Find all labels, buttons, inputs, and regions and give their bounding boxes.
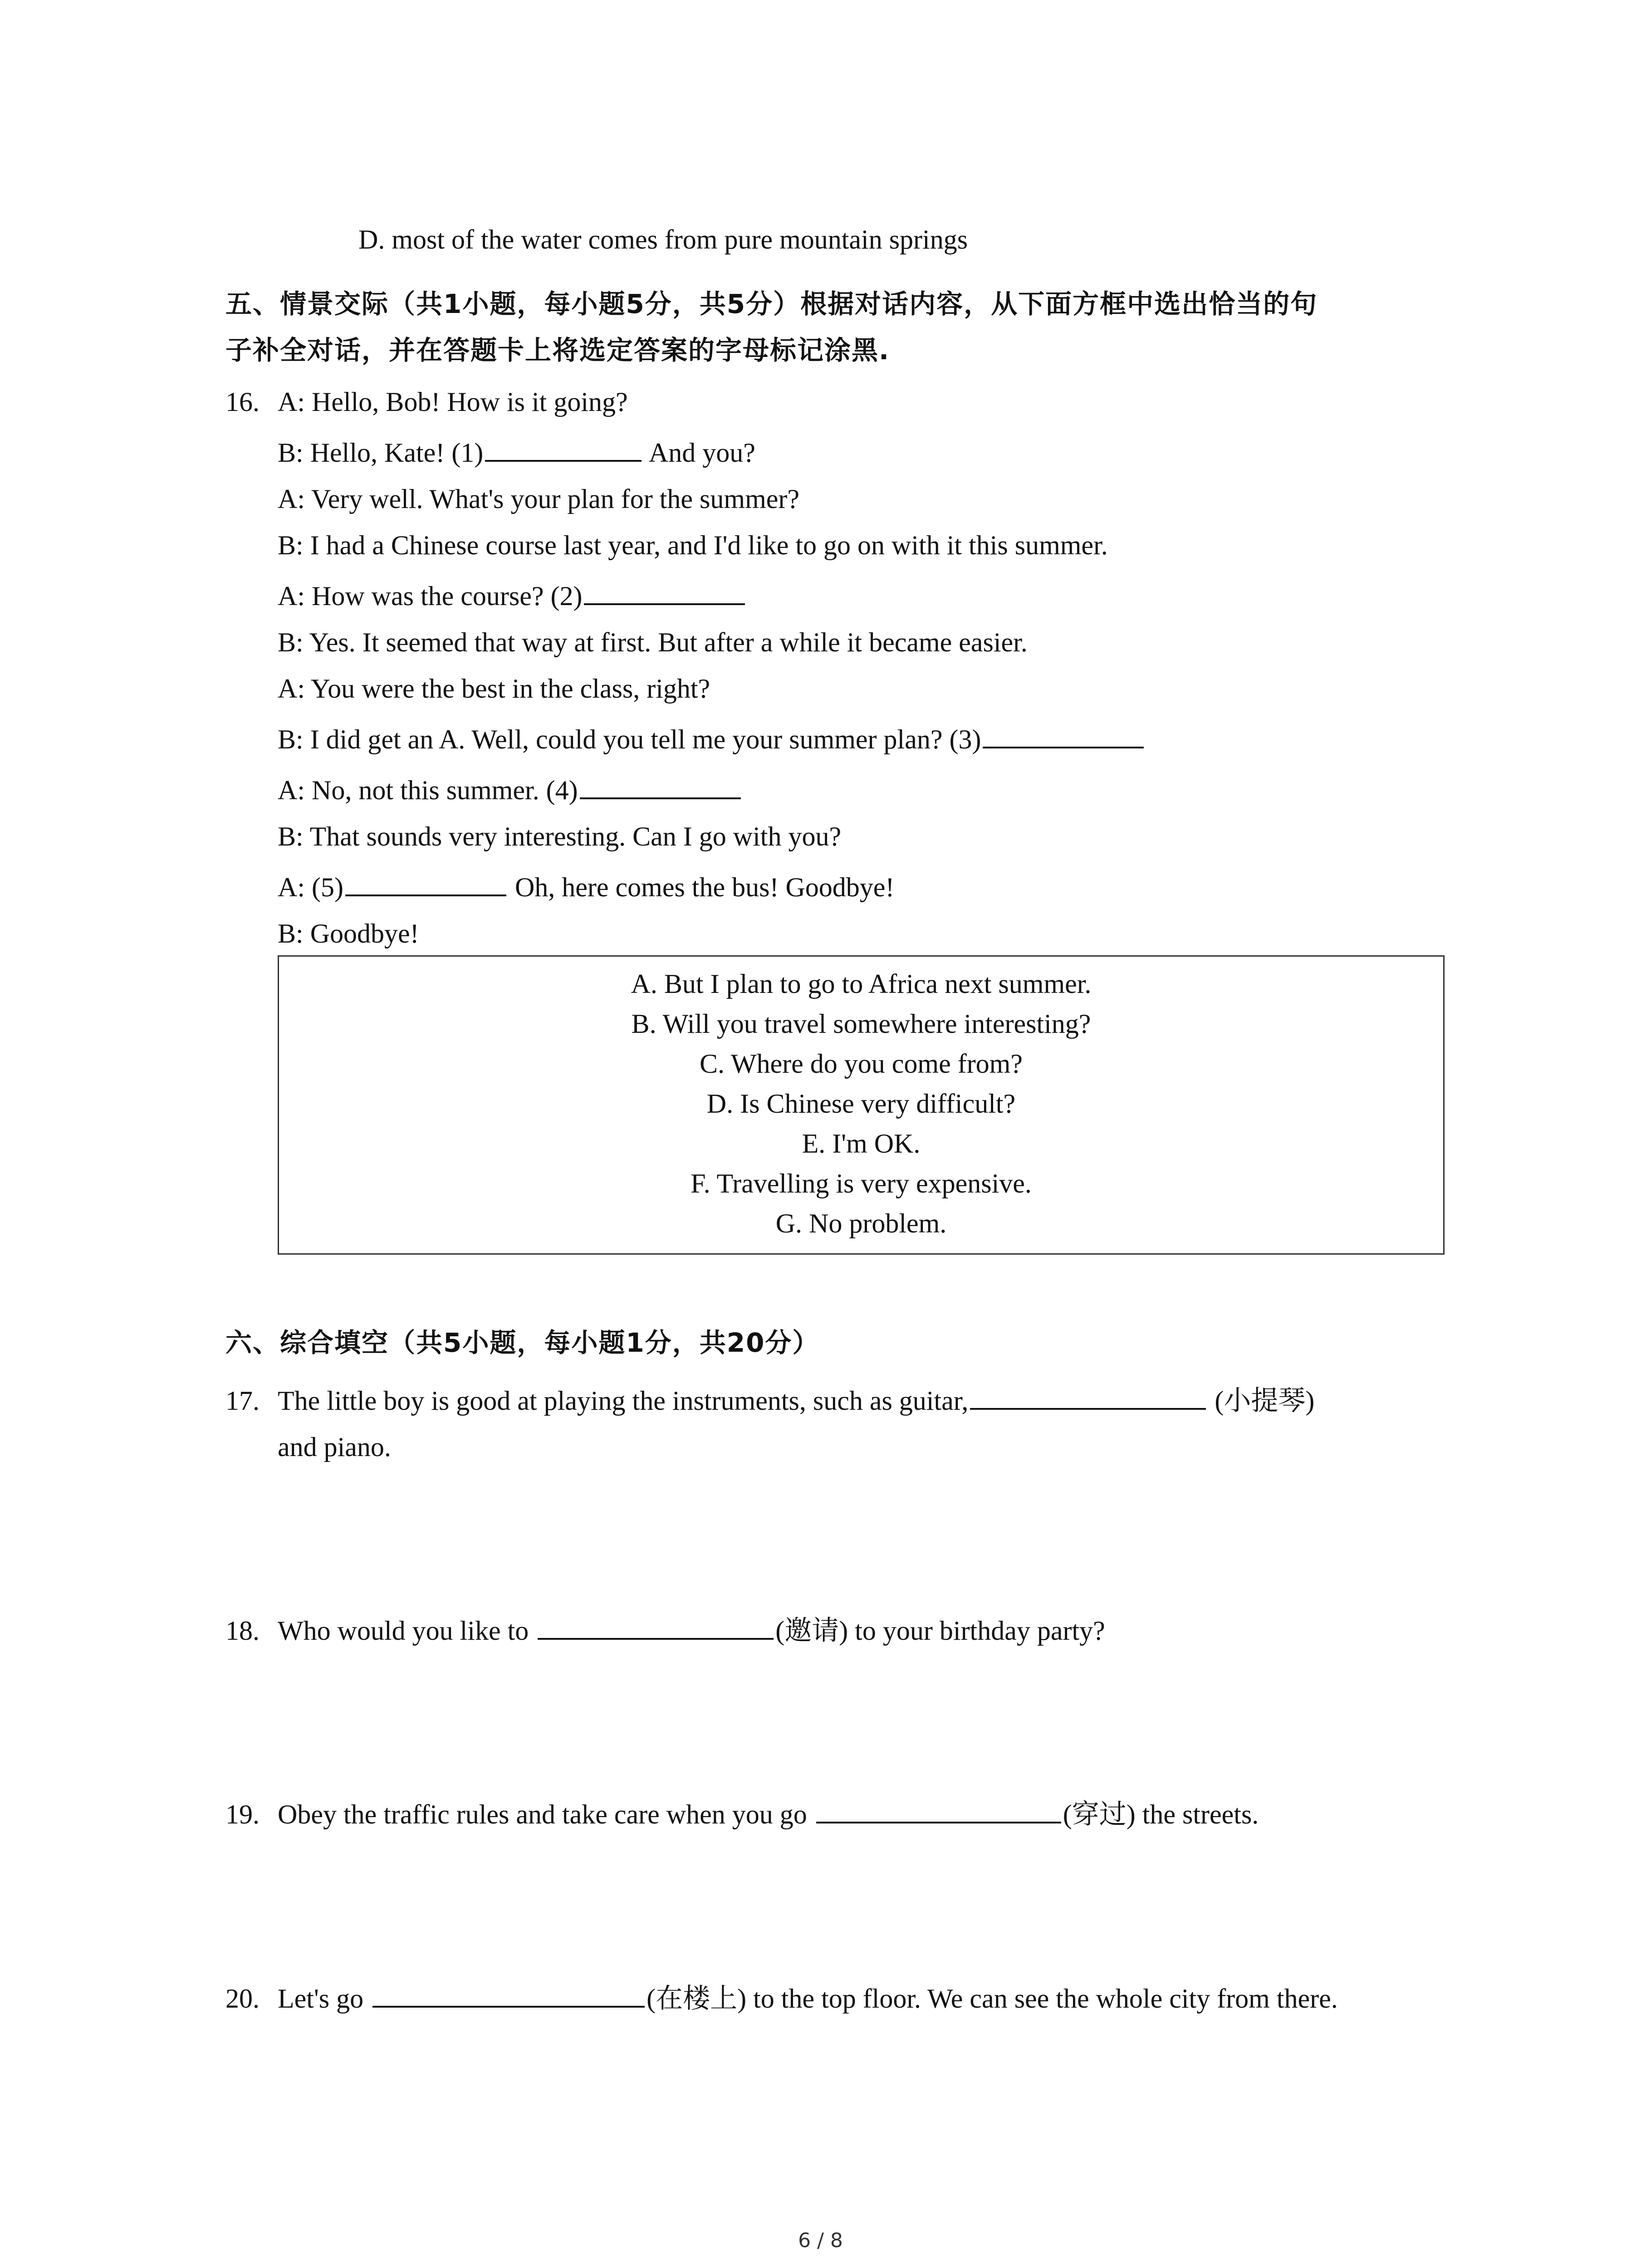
answer-blank-2[interactable] <box>584 578 745 605</box>
section-5-heading-line-2: 子补全对话，并在答题卡上将选定答案的字母标记涂黑. <box>225 335 890 366</box>
page-number: 6 / 8 <box>798 2229 843 2252</box>
option-g: G. No problem. <box>775 1208 947 1238</box>
section-6-heading: 六、综合填空（共5小题，每小题1分，共20分） <box>225 1327 820 1358</box>
question-text: Let's go <box>278 1984 364 2014</box>
q16-line-4: B: I had a Chinese course last year, and I'd like to go on with it this summer. <box>278 530 1108 560</box>
options-box <box>278 955 1445 1255</box>
question-text: Obey the traffic rules and take care when you go <box>278 1799 807 1829</box>
answer-blank-3[interactable] <box>983 721 1144 748</box>
dialogue-text: A: (5) <box>278 872 343 902</box>
q16-line-7: A: You were the best in the class, right? <box>278 674 710 704</box>
q17-line-1 <box>225 1383 1314 1419</box>
q16-line-3: A: Very well. What's your plan for the summer? <box>278 484 799 514</box>
chinese-hint: (邀请) <box>775 1616 848 1646</box>
q16-line-8 <box>278 721 1146 758</box>
question-text: Who would you like to <box>278 1616 529 1646</box>
q20-line <box>225 1980 1338 2017</box>
chinese-hint: (小提琴) <box>1208 1386 1315 1416</box>
option-b: B. Will you travel somewhere interesting? <box>631 1009 1091 1039</box>
q16-line-2 <box>278 435 755 471</box>
question-text: The little boy is good at playing the instruments, such as guitar, <box>278 1386 969 1416</box>
question-number: 16. <box>225 387 260 417</box>
answer-blank-1[interactable] <box>485 435 642 462</box>
answer-blank[interactable] <box>538 1613 774 1640</box>
question-number: 18. <box>225 1616 260 1646</box>
q17-line-2: and piano. <box>278 1432 391 1462</box>
dialogue-text: Oh, here comes the bus! Goodbye! <box>508 872 895 902</box>
answer-blank-4[interactable] <box>580 772 741 799</box>
question-number: 19. <box>225 1799 260 1829</box>
dialogue-text: A: How was the course? (2) <box>278 581 583 611</box>
q16-line-5 <box>278 578 747 614</box>
option-c: C. Where do you come from? <box>699 1049 1023 1079</box>
question-number: 20. <box>225 1984 260 2014</box>
section-5-heading-line-1: 五、情景交际（共1小题，每小题5分，共5分）根据对话内容，从下面方框中选出恰当的句 <box>225 288 1318 319</box>
q19-line <box>225 1796 1259 1833</box>
question-text: the streets. <box>1135 1799 1259 1829</box>
answer-blank[interactable] <box>816 1796 1061 1823</box>
q16-line-9 <box>278 772 743 808</box>
question-text: to the top floor. We can see the whole city from there. <box>746 1984 1338 2014</box>
q18-line <box>225 1613 1105 1649</box>
dialogue-text: B: I did get an A. Well, could you tell me your summer plan? (3) <box>278 724 981 754</box>
option-e: E. I'm OK. <box>802 1129 921 1158</box>
q16-line-11 <box>278 869 894 905</box>
option-f: F. Travelling is very expensive. <box>691 1168 1032 1198</box>
answer-blank[interactable] <box>372 1980 645 2008</box>
q16-line-10: B: That sounds very interesting. Can I go with you? <box>278 821 842 851</box>
dialogue-text: And you? <box>643 438 755 468</box>
q16-line-6: B: Yes. It seemed that way at first. But after a while it became easier. <box>278 627 1028 657</box>
answer-blank[interactable] <box>970 1383 1206 1410</box>
dialogue-text: A: No, not this summer. (4) <box>278 775 578 805</box>
option-a: A. But I plan to go to Africa next summer. <box>631 969 1092 999</box>
q16-line-1 <box>225 384 628 420</box>
chinese-hint: (穿过) <box>1063 1799 1136 1829</box>
question-number: 17. <box>225 1386 260 1416</box>
dialogue-text: A: Hello, Bob! How is it going? <box>278 387 628 417</box>
dialogue-text: B: Hello, Kate! (1) <box>278 438 484 468</box>
answer-blank-5[interactable] <box>345 869 506 896</box>
option-d-line: D. most of the water comes from pure mountain springs <box>358 225 968 254</box>
question-text: to your birthday party? <box>848 1616 1105 1646</box>
q16-line-12: B: Goodbye! <box>278 919 419 948</box>
chinese-hint: (在楼上) <box>647 1984 747 2014</box>
option-d: D. Is Chinese very difficult? <box>706 1089 1016 1119</box>
